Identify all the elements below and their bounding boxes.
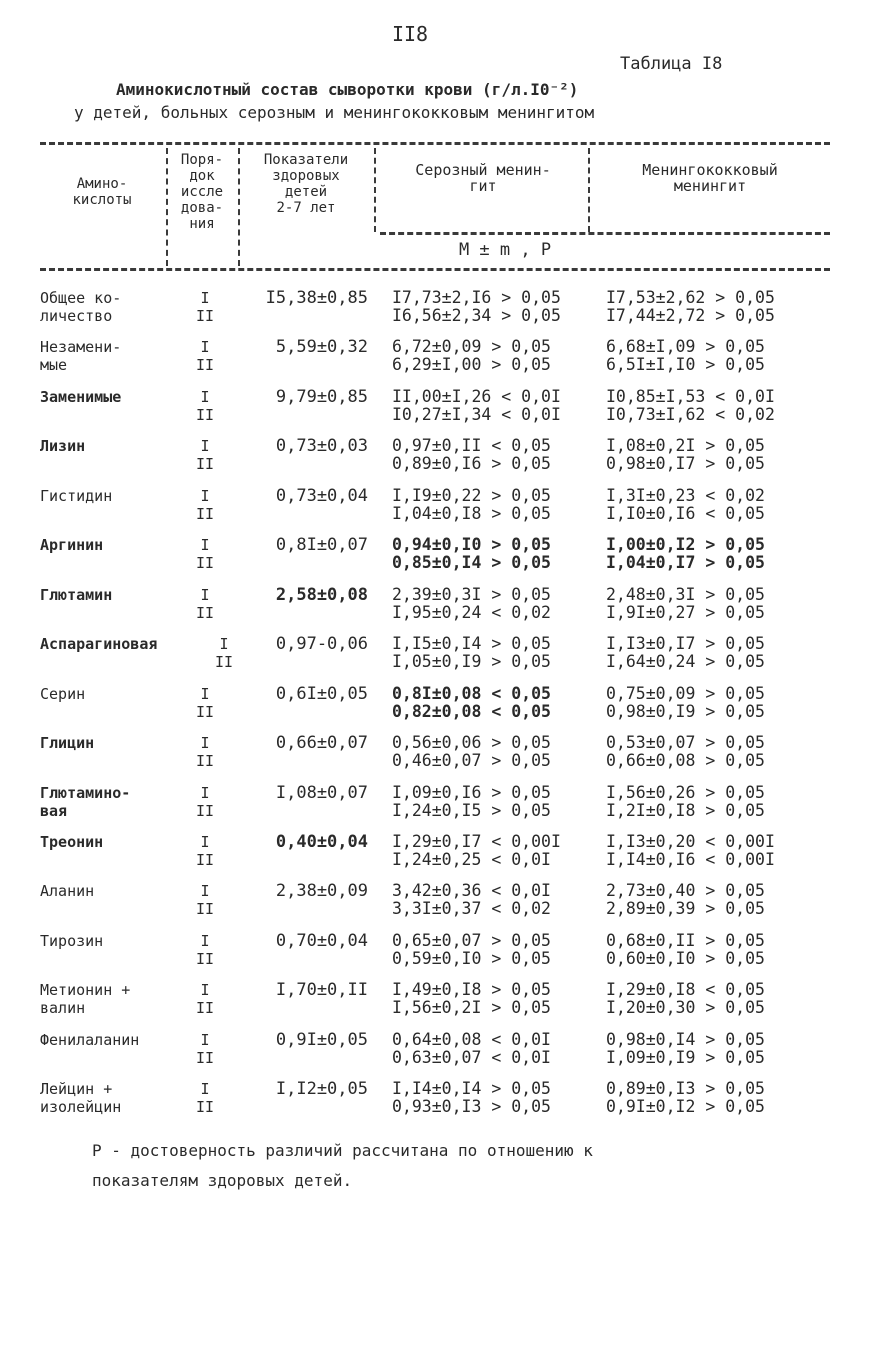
- row-meningococcal: 2,48±0,3I > 0,05 I,9I±0,27 > 0,05: [606, 585, 765, 622]
- header-order: Поря- док иссле дова- ния: [180, 152, 224, 232]
- row-order: I II: [195, 289, 215, 325]
- table-row: [0, 981, 876, 1021]
- header-mid-rule: [380, 232, 830, 235]
- row-healthy: 5,59±0,32: [275, 337, 368, 357]
- row-serous: I,49±0,I8 > 0,05 I,56±0,2I > 0,05: [392, 980, 551, 1017]
- row-order: I II: [195, 437, 215, 473]
- row-meningococcal: I7,53±2,62 > 0,05 I7,44±2,72 > 0,05: [606, 288, 775, 325]
- row-serous: I,09±0,I6 > 0,05 I,24±0,I5 > 0,05: [392, 783, 551, 820]
- row-healthy: 2,38±0,09: [275, 881, 368, 901]
- row-healthy: I,70±0,II: [275, 980, 368, 1000]
- row-meningococcal: I,3I±0,23 < 0,02 I,I0±0,I6 < 0,05: [606, 486, 765, 523]
- header-amino-acids: Амино- кислоты: [72, 176, 132, 208]
- table-row: [0, 1080, 876, 1120]
- row-meningococcal: I,I3±0,20 < 0,00I I,I4±0,I6 < 0,00I: [606, 832, 775, 869]
- row-name: Фенилаланин: [40, 1031, 140, 1049]
- row-serous: 0,56±0,06 > 0,05 0,46±0,07 > 0,05: [392, 733, 551, 770]
- row-meningococcal: I0,85±I,53 < 0,0I I0,73±I,62 < 0,02: [606, 387, 775, 424]
- row-order: I II: [214, 635, 234, 671]
- row-healthy: 0,40±0,04: [275, 832, 368, 852]
- row-serous: 3,42±0,36 < 0,0I 3,3I±0,37 < 0,02: [392, 881, 551, 918]
- row-meningococcal: 0,53±0,07 > 0,05 0,66±0,08 > 0,05: [606, 733, 765, 770]
- row-serous: I,I9±0,22 > 0,05 I,04±0,I8 > 0,05: [392, 486, 551, 523]
- row-name: Лизин: [40, 437, 86, 455]
- row-healthy: 9,79±0,85: [275, 387, 368, 407]
- row-serous: 2,39±0,3I > 0,05 I,95±0,24 < 0,02: [392, 585, 551, 622]
- row-name: Тирозин: [40, 932, 104, 950]
- row-order: I II: [195, 338, 215, 374]
- row-name: Аланин: [40, 882, 95, 900]
- row-healthy: 0,73±0,04: [275, 486, 368, 506]
- row-name: Общее ко- личество: [40, 289, 122, 325]
- header-bottom-rule: [40, 268, 830, 271]
- table-row: [0, 882, 876, 922]
- row-order: I II: [195, 536, 215, 572]
- row-healthy: 0,9I±0,05: [275, 1030, 368, 1050]
- row-healthy: 0,70±0,04: [275, 931, 368, 951]
- row-meningococcal: I,56±0,26 > 0,05 I,2I±0,I8 > 0,05: [606, 783, 765, 820]
- page-number: II8: [391, 22, 429, 46]
- table-subtitle: у детей, больных серозным и менингококковым менингитом: [74, 103, 595, 122]
- row-serous: I7,73±2,I6 > 0,05 I6,56±2,34 > 0,05: [392, 288, 561, 325]
- row-meningococcal: 0,98±0,I4 > 0,05 I,09±0,I9 > 0,05: [606, 1030, 765, 1067]
- table-row: [0, 734, 876, 774]
- row-name: Аспарагиновая: [40, 635, 158, 653]
- table-label: Таблица I8: [620, 54, 723, 74]
- header-sep-4: [588, 148, 590, 232]
- header-serous: Серозный менин- гит: [415, 161, 551, 195]
- row-name: Треонин: [40, 833, 104, 851]
- row-serous: 0,8I±0,08 < 0,05 0,82±0,08 < 0,05: [392, 684, 551, 721]
- row-healthy: I,08±0,07: [275, 783, 368, 803]
- table-row: [0, 784, 876, 824]
- table-row: [0, 685, 876, 725]
- row-meningococcal: 0,75±0,09 > 0,05 0,98±0,I9 > 0,05: [606, 684, 765, 721]
- row-healthy: I5,38±0,85: [265, 288, 368, 308]
- row-healthy: 0,6I±0,05: [275, 684, 368, 704]
- row-healthy: 0,97-0,06: [275, 634, 368, 654]
- header-sep-3: [374, 148, 376, 232]
- row-serous: I,I4±0,I4 > 0,05 0,93±0,I3 > 0,05: [392, 1079, 551, 1116]
- footnote: P - достоверность различий рассчитана по отношению к показателям здоровых детей.: [92, 1141, 593, 1190]
- row-order: I II: [195, 882, 215, 918]
- header-stat-label: M ± m , P: [458, 240, 552, 260]
- row-meningococcal: 0,68±0,II > 0,05 0,60±0,I0 > 0,05: [606, 931, 765, 968]
- table-row: [0, 586, 876, 626]
- row-order: I II: [195, 487, 215, 523]
- row-order: I II: [195, 784, 215, 820]
- row-order: I II: [195, 734, 215, 770]
- table-row: [0, 932, 876, 972]
- row-healthy: 0,73±0,03: [275, 436, 368, 456]
- row-name: Глицин: [40, 734, 95, 752]
- row-name: Гистидин: [40, 487, 113, 505]
- row-name: Глютамин: [40, 586, 113, 604]
- row-name: Лейцин + изолейцин: [40, 1080, 122, 1116]
- row-order: I II: [195, 1080, 215, 1116]
- row-order: I II: [195, 388, 215, 424]
- row-serous: 0,65±0,07 > 0,05 0,59±0,I0 > 0,05: [392, 931, 551, 968]
- row-meningococcal: I,I3±0,I7 > 0,05 I,64±0,24 > 0,05: [606, 634, 765, 671]
- row-healthy: 2,58±0,08: [275, 585, 368, 605]
- row-name: Заменимые: [40, 388, 122, 406]
- table-title: Аминокислотный состав сыворотки крови (г/л.I0⁻²): [116, 80, 579, 99]
- row-meningococcal: I,08±0,2I > 0,05 0,98±0,I7 > 0,05: [606, 436, 765, 473]
- row-serous: 6,72±0,09 > 0,05 6,29±I,00 > 0,05: [392, 337, 551, 374]
- row-meningococcal: I,00±0,I2 > 0,05 I,04±0,I7 > 0,05: [606, 535, 765, 572]
- header-healthy: Показатели здоровых детей 2-7 лет: [263, 152, 349, 216]
- table-row: [0, 536, 876, 576]
- table-row: [0, 437, 876, 477]
- row-serous: I,29±0,I7 < 0,00I I,24±0,25 < 0,0I: [392, 832, 561, 869]
- row-serous: I,I5±0,I4 > 0,05 I,05±0,I9 > 0,05: [392, 634, 551, 671]
- row-name: Аргинин: [40, 536, 104, 554]
- row-healthy: 0,66±0,07: [275, 733, 368, 753]
- row-meningococcal: 2,73±0,40 > 0,05 2,89±0,39 > 0,05: [606, 881, 765, 918]
- row-name: Серин: [40, 685, 86, 703]
- row-serous: 0,94±0,I0 > 0,05 0,85±0,I4 > 0,05: [392, 535, 551, 572]
- row-serous: II,00±I,26 < 0,0I I0,27±I,34 < 0,0I: [392, 387, 561, 424]
- row-order: I II: [195, 981, 215, 1017]
- row-name: Незамени- мые: [40, 338, 122, 374]
- header-meningococcal: Менингококковый менингит: [642, 161, 778, 195]
- row-name: Глютамино- вая: [40, 784, 131, 820]
- table-row: [0, 1031, 876, 1071]
- row-order: I II: [195, 833, 215, 869]
- table-row: [0, 338, 876, 378]
- table-row: [0, 635, 876, 675]
- row-name: Метионин + валин: [40, 981, 131, 1017]
- table-row: [0, 487, 876, 527]
- table-row: [0, 388, 876, 428]
- row-serous: 0,97±0,II < 0,05 0,89±0,I6 > 0,05: [392, 436, 551, 473]
- header-top-rule: [40, 142, 830, 145]
- row-order: I II: [195, 685, 215, 721]
- row-serous: 0,64±0,08 < 0,0I 0,63±0,07 < 0,0I: [392, 1030, 551, 1067]
- row-healthy: 0,8I±0,07: [275, 535, 368, 555]
- row-meningococcal: 0,89±0,I3 > 0,05 0,9I±0,I2 > 0,05: [606, 1079, 765, 1116]
- table-row: [0, 833, 876, 873]
- row-healthy: I,I2±0,05: [275, 1079, 368, 1099]
- table-row: [0, 289, 876, 329]
- row-order: I II: [195, 1031, 215, 1067]
- row-meningococcal: I,29±0,I8 < 0,05 I,20±0,30 > 0,05: [606, 980, 765, 1017]
- row-meningococcal: 6,68±I,09 > 0,05 6,5I±I,I0 > 0,05: [606, 337, 765, 374]
- row-order: I II: [195, 586, 215, 622]
- row-order: I II: [195, 932, 215, 968]
